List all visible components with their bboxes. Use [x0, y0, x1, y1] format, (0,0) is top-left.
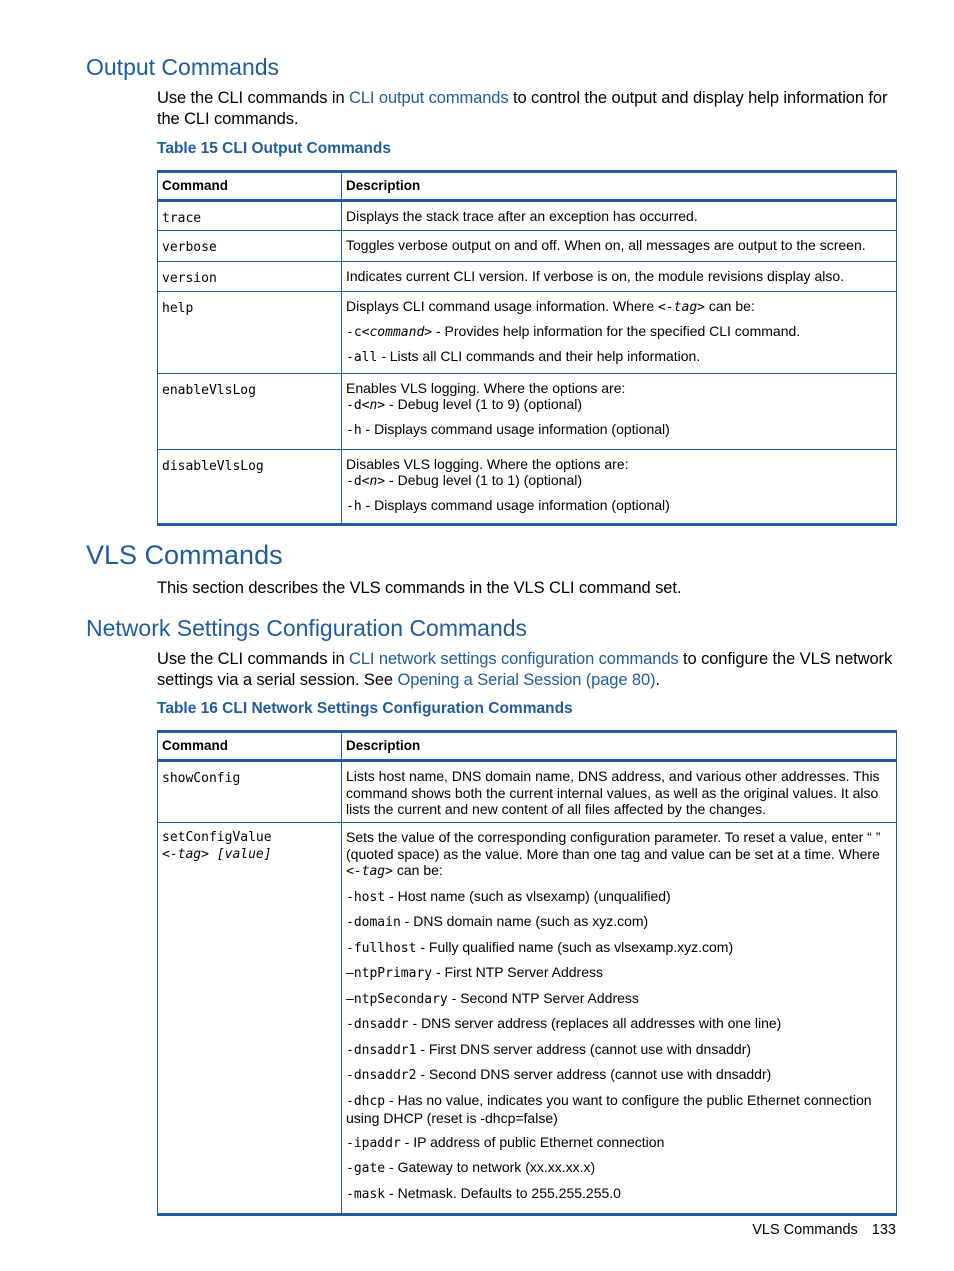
table-row	[158, 292, 897, 374]
option-line: -d<n> - Debug level (1 to 9) (optional)	[346, 396, 583, 413]
option-line: -host - Host name (such as vlsexamp) (unqualified)	[346, 887, 671, 905]
page-number: 133	[871, 1222, 896, 1238]
table-row	[158, 823, 897, 1215]
option-line: -dnsaddr2 - Second DNS server address (cannot use with dnsaddr)	[346, 1066, 772, 1083]
col-header-description: Description	[342, 172, 897, 201]
command-name: version	[162, 271, 217, 286]
command-description: Toggles verbose output on and off. When on, all messages are output to the screen.	[342, 231, 897, 262]
network-intro: Use the CLI commands in CLI network settings configuration commands to configure the VLS network settings via a serial session. See Opening a Serial Session (page 80).	[157, 650, 893, 689]
table-row	[158, 761, 897, 823]
option-line: –ntpSecondary - Second NTP Server Address	[346, 989, 639, 1007]
heading-vls-commands: VLS Commands	[86, 540, 283, 570]
table-row	[158, 231, 897, 262]
command-name: showConfig	[162, 771, 241, 786]
table15-caption: Table 15 CLI Output Commands	[157, 140, 391, 157]
footer-section-title: VLS Commands	[752, 1222, 858, 1238]
option-line: -h - Displays command usage information (optional)	[346, 497, 670, 514]
option-line: -mask - Netmask. Defaults to 255.255.255.0	[346, 1184, 621, 1202]
option-line: -fullhost - Fully qualified name (such as vlsexamp.xyz.com)	[346, 938, 734, 956]
option-line: -dnsaddr - DNS server address (replaces all addresses with one line)	[346, 1015, 782, 1032]
command-name: verbose	[162, 240, 217, 255]
option-line: -d<n> - Debug level (1 to 1) (optional)	[346, 472, 583, 489]
command-description: Sets the value of the corresponding configuration parameter. To reset a value, enter “ ” (quoted space) as the value. More than one tag and value can be set at a time. Where <-tag> can be: -host - Host name (such as vlsexamp) (unqualified) -domain - DNS domain name (such as xyz.com) -fullhost - Fully qualified name (such as vlsexamp.xyz.com) –ntpPrimary - First NTP Server Address –ntpSecondary - Second NTP Server Address -dnsaddr - DNS server address (replaces all addresses with one line) -dnsaddr1 - First DNS server address (cannot use with dnsaddr) -dnsaddr2 - Second DNS server address (cannot use with dnsaddr) -dhcp - Has no value, indicates you want to configure the public Ethernet connection using DHCP (reset is -dhcp=false) -ipaddr - IP address of public Ethernet connection -gate - Gateway to network (xx.xx.xx.x) -mask - Netmask. Defaults to 255.255.255.0	[342, 823, 897, 1215]
option-line: –ntpPrimary - First NTP Server Address	[346, 964, 603, 981]
link-cli-network-settings[interactable]: CLI network settings configuration commands	[349, 650, 679, 668]
command-name: disableVlsLog	[162, 459, 264, 474]
option-line: -all - Lists all CLI commands and their help information.	[346, 348, 701, 365]
command-name: enableVlsLog	[162, 383, 256, 398]
heading-output-commands: Output Commands	[86, 54, 280, 80]
command-name: setConfigValue	[162, 830, 272, 845]
command-description: Displays CLI command usage information. Where <-tag> can be: -c<command> - Provides help information for the specified CLI command. -all - Lists all CLI commands and their help information.	[342, 292, 897, 374]
option-line: -domain - DNS domain name (such as xyz.com)	[346, 913, 649, 930]
option-line: -dhcp - Has no value, indicates you want to configure the public Ethernet connection using DHCP (reset is -dhcp=false)	[346, 1091, 872, 1126]
table-row	[158, 450, 897, 525]
heading-network-settings: Network Settings Configuration Commands	[86, 615, 528, 641]
command-description: Disables VLS logging. Where the options are: -d<n> - Debug level (1 to 1) (optional) -h - Displays command usage information (optional)	[342, 450, 897, 525]
link-opening-serial-session[interactable]: Opening a Serial Session (page 80)	[397, 671, 656, 689]
option-line: -c<command> - Provides help information for the specified CLI command.	[346, 323, 801, 340]
table-row	[158, 262, 897, 292]
table-network-settings-commands	[157, 730, 897, 1216]
option-line: -h - Displays command usage information (optional)	[346, 421, 670, 438]
page-footer	[752, 1222, 896, 1238]
command-description: Enables VLS logging. Where the options are: -d<n> - Debug level (1 to 9) (optional) -h - Displays command usage information (optional)	[342, 374, 897, 450]
output-intro: Use the CLI commands in CLI output commands to control the output and display help information for the CLI commands.	[157, 89, 888, 128]
col-header-command: Command	[158, 732, 342, 761]
col-header-command: Command	[158, 172, 342, 201]
command-description: Indicates current CLI version. If verbose is on, the module revisions display also.	[342, 262, 897, 292]
option-line: -ipaddr - IP address of public Ethernet connection	[346, 1133, 665, 1151]
link-cli-output-commands[interactable]: CLI output commands	[349, 89, 509, 107]
command-description: Displays the stack trace after an exception has occurred.	[342, 201, 897, 231]
vls-intro: This section describes the VLS commands in the VLS CLI command set.	[157, 579, 682, 597]
table16-caption: Table 16 CLI Network Settings Configuration Commands	[157, 700, 573, 717]
table-row	[158, 201, 897, 231]
table-row	[158, 374, 897, 450]
option-line: -dnsaddr1 - First DNS server address (cannot use with dnsaddr)	[346, 1040, 752, 1058]
col-header-description: Description	[342, 732, 897, 761]
command-name: trace	[162, 211, 202, 226]
option-line: -gate - Gateway to network (xx.xx.xx.x)	[346, 1159, 596, 1176]
command-args: <-tag> [value]	[162, 847, 272, 862]
command-name: help	[162, 301, 194, 316]
command-description: Lists host name, DNS domain name, DNS address, and various other addresses. This command shows both the current internal values, as well as the original values. It also lists the current and new content of all files affected by the changes.	[342, 761, 897, 823]
table-cli-output-commands	[157, 170, 897, 526]
